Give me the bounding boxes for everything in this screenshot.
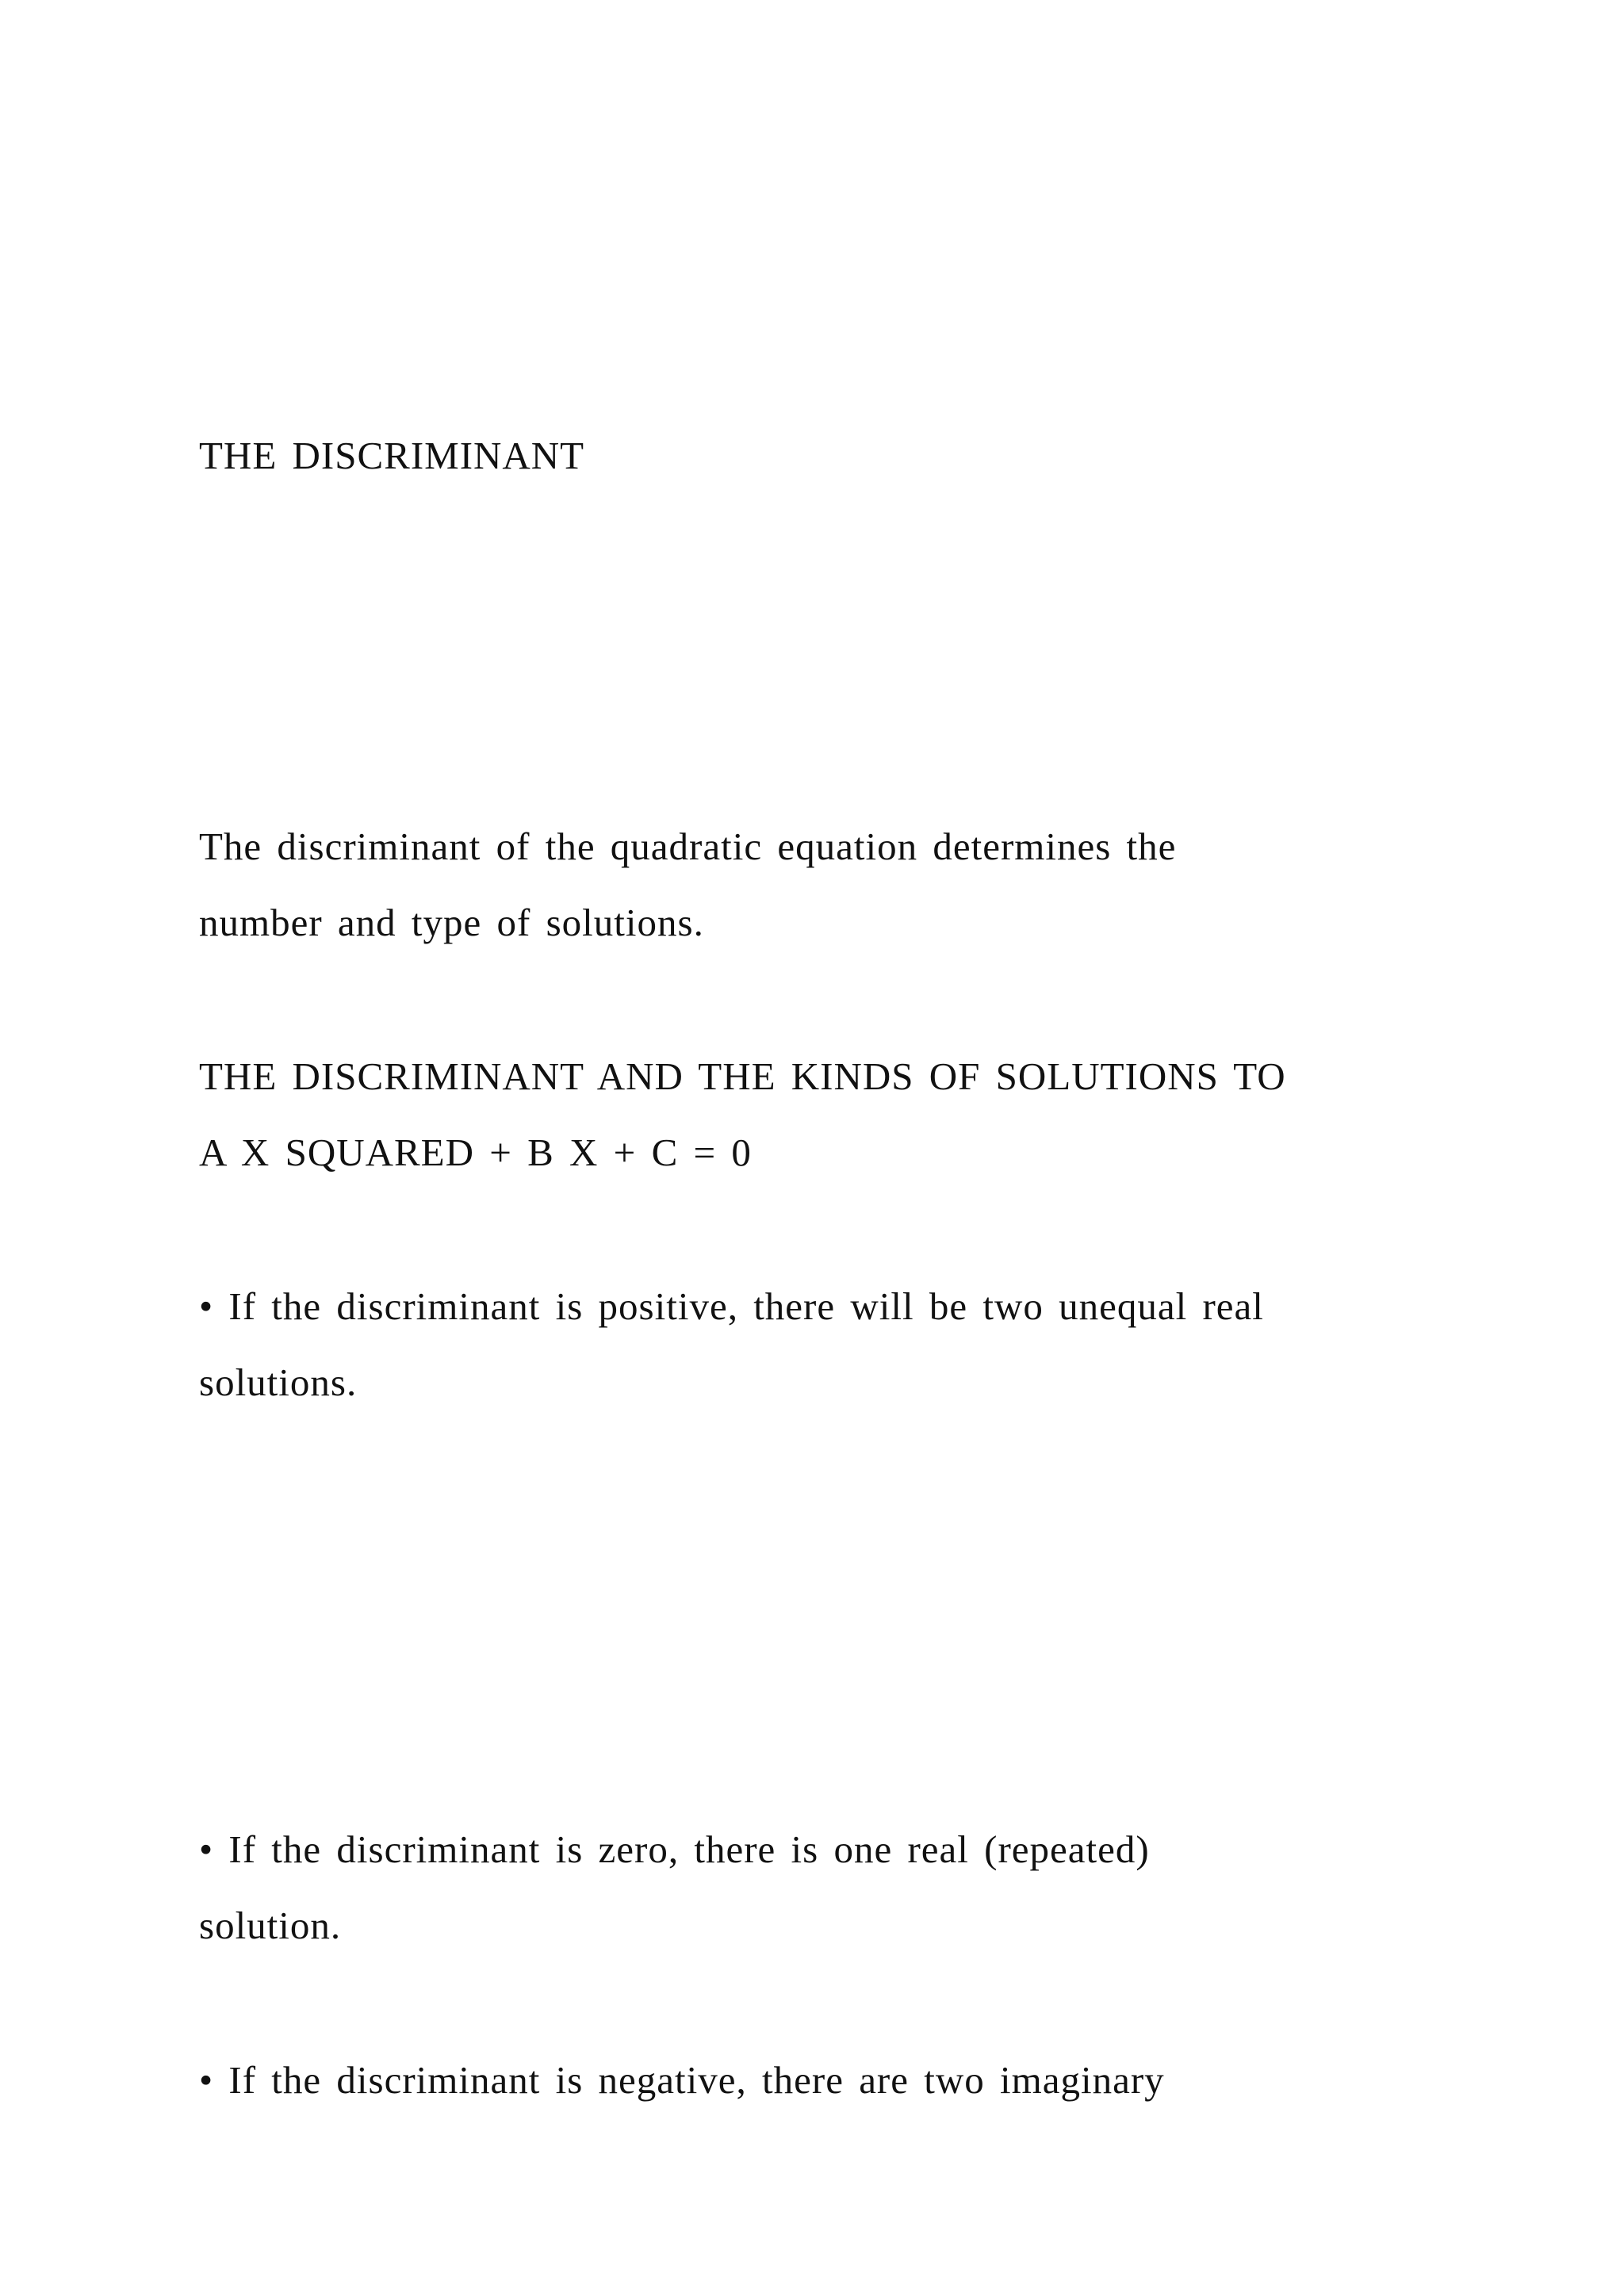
intro-line-2: number and type of solutions. [199,901,704,944]
bullet-zero-line-1: • If the discriminant is zero, there is one real (repeated) [199,1827,1150,1871]
intro-line-1: The discriminant of the quadratic equation determines the [199,825,1177,868]
bullet-positive-line-1: • If the discriminant is positive, there will be two unequal real [199,1284,1264,1328]
subheading-line-2: A X SQUARED + B X + C = 0 [199,1131,752,1174]
bullet-positive-line-2: solutions. [199,1360,358,1404]
bullet-negative-line-1: • If the discriminant is negative, there are two imaginary [199,2058,1165,2102]
document-title: THE DISCRIMINANT [199,434,585,477]
bullet-zero-line-2: solution. [199,1904,342,1947]
subheading-line-1: THE DISCRIMINANT AND THE KINDS OF SOLUTIONS TO [199,1054,1286,1098]
